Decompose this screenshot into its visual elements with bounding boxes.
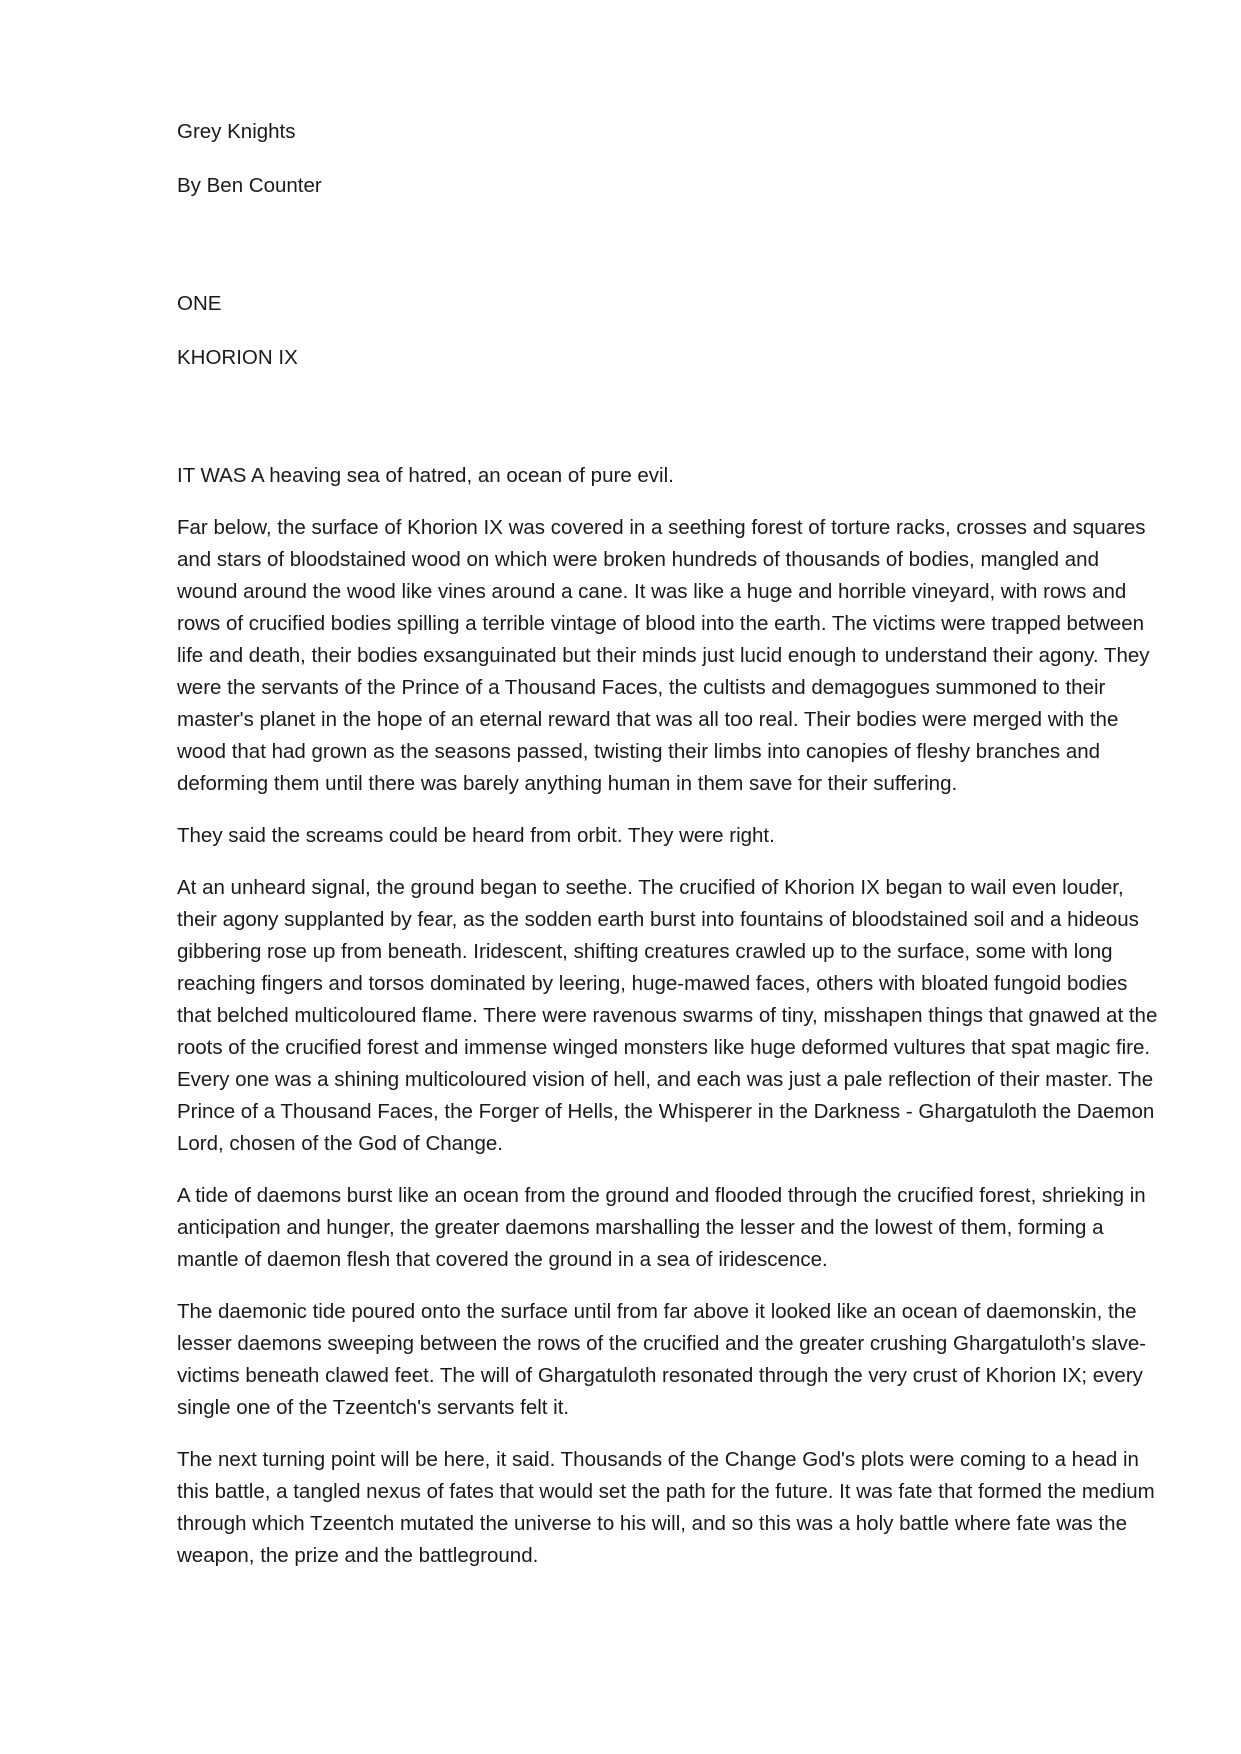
book-title: Grey Knights (177, 120, 296, 143)
paragraph: A tide of daemons burst like an ocean from the ground and flooded through the crucified forest, shrieking in anticipation and hunger, the greater daemons marshalling the lesser and the lowest of them, forming a mantle of daemon flesh that covered the ground in a sea of iridescence. (177, 1184, 1146, 1271)
paragraph: They said the screams could be heard from orbit. They were right. (177, 824, 775, 847)
paragraph: IT WAS A heaving sea of hatred, an ocean of pure evil. (177, 464, 674, 487)
paragraph: At an unheard signal, the ground began to seethe. The crucified of Khorion IX began to wail even louder, their agony supplanted by fear, as the sodden earth burst into fountains of bloodstained soil and a hideous gibbering rose up from beneath. Iridescent, shifting creatures crawled up to the surface, some with long reaching fingers and torsos dominated by leering, huge-mawed faces, others with bloated fungoid bodies that belched multicoloured flame. There were ravenous swarms of tiny, misshapen things that gnawed at the roots of the crucified forest and immense winged monsters like huge deformed vultures that spat magic fire. Every one was a shining multicoloured vision of hell, and each was just a pale reflection of their master. The Prince of a Thousand Faces, the Forger of Hells, the Whisperer in the Darkness - Ghargatuloth the Daemon Lord, chosen of the God of Change. (177, 876, 1158, 1155)
chapter-number: ONE (177, 292, 222, 315)
document-body (177, 116, 1162, 1592)
paragraph: The next turning point will be here, it said. Thousands of the Change God's plots were coming to a head in this battle, a tangled nexus of fates that would set the path for the future. It was fate that formed the medium through which Tzeentch mutated the universe to his will, and so this was a holy battle where fate was the weapon, the prize and the battleground. (177, 1448, 1155, 1567)
chapter-title: KHORION IX (177, 346, 298, 369)
paragraph: Far below, the surface of Khorion IX was covered in a seething forest of torture racks, crosses and squares and stars of bloodstained wood on which were broken hundreds of thousands of bodies, mangled and wound around the wood like vines around a cane. It was like a huge and horrible vineyard, with rows and rows of crucified bodies spilling a terrible vintage of blood into the earth. The victims were trapped between life and death, their bodies exsanguinated but their minds just lucid enough to understand their agony. They were the servants of the Prince of a Thousand Faces, the cultists and demagogues summoned to their master's planet in the hope of an eternal reward that was all too real. Their bodies were merged with the wood that had grown as the seasons passed, twisting their limbs into canopies of fleshy branches and deforming them until there was barely anything human in them save for their suffering. (177, 516, 1150, 795)
paragraph: The daemonic tide poured onto the surface until from far above it looked like an ocean of daemonskin, the lesser daemons sweeping between the rows of the crucified and the greater crushing Ghargatuloth's slave-victims beneath clawed feet. The will of Ghargatuloth resonated through the very crust of Khorion IX; every single one of the Tzeentch's servants felt it. (177, 1300, 1147, 1419)
book-author: By Ben Counter (177, 174, 322, 197)
